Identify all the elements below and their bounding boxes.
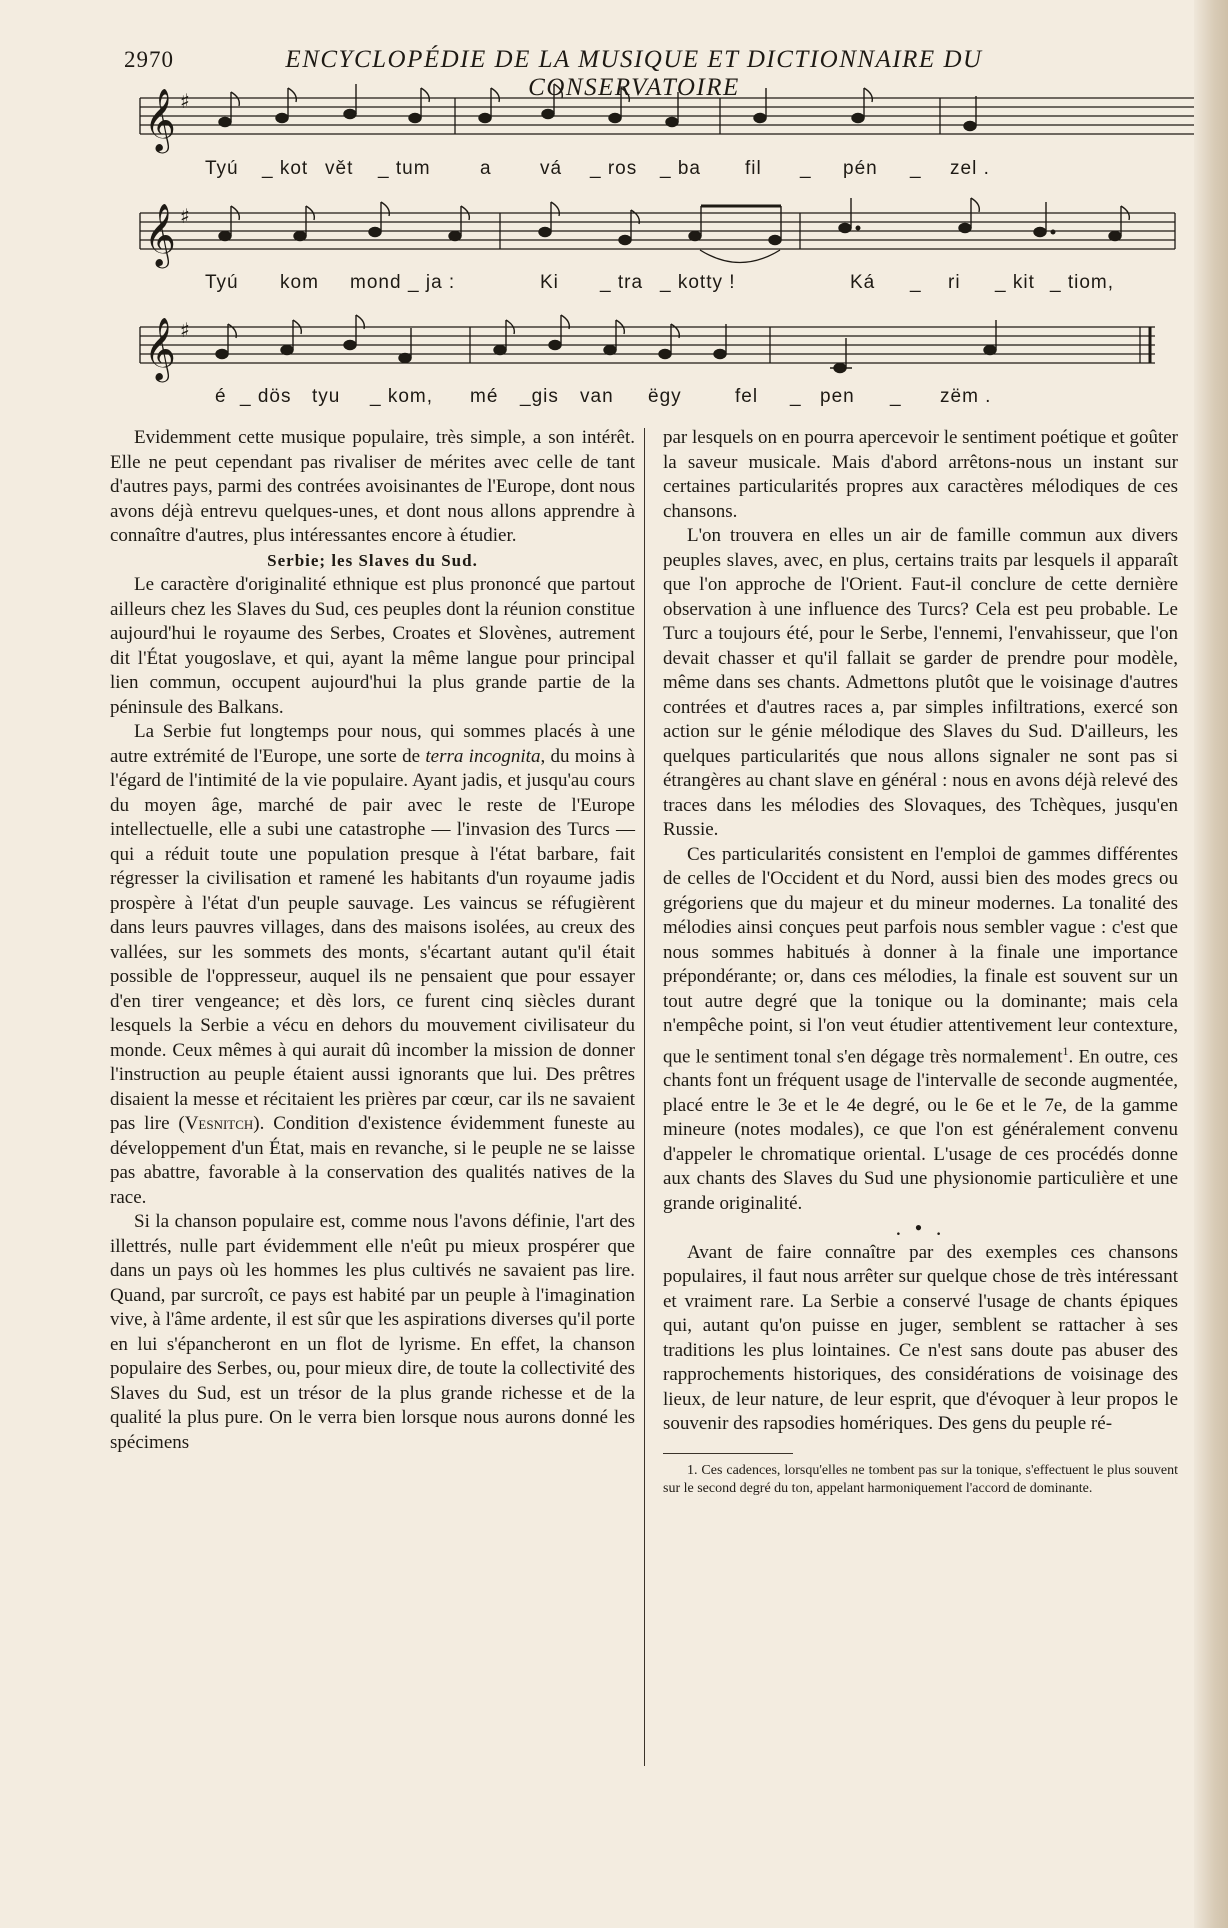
notes-staff-3 [216,315,996,373]
lyric-syllable: zel . [950,158,990,179]
lyric-syllable: ri [948,272,961,293]
lyric-syllable: mé [470,386,499,407]
lyric-syllable: _gis [520,386,559,407]
paragraph: Si la chanson populaire est, comme nous l'avons définie, l'art des illettrés, nulle part évidemment elle n'eût pu mieux prospérer que dans un pays où les hommes les plus cultivés ne savaient pas lire. Quand, par surcroît, ce pays est habité par un peuple à l'imagination vive, à l'âme ardente, il est sûr que les aspirations diverses qu'il porte en lui s'épancheront en un flot de lyrisme. En effet, la chanson populaire des Serbes, ou, pour mieux dire, de toute la collectivité des Slaves du Sud, est un trésor de la plus grande richesse et de la qualité la plus pure. On le verra bien lorsque nous aurons donné les spécimens [110,1211,635,1453]
lyric-syllable: tyu [312,386,341,407]
notes-staff-2 [219,198,1129,245]
paragraph: Evidemment cette musique populaire, très simple, a son intérêt. Elle ne peut cependant pas rivaliser de mérites avec celle de tant d'autres pays, parmi des contrées avoisinantes de l'Europe, dont nous avons déjà entrevu quelques-unes, et dont nous allons apprendre à connaître d'autres, plus intéressantes encore à étudier. [110,427,635,546]
paragraph: Ces particularités consistent en l'emploi de gammes différentes de celles de l'Occident et du Nord, aussi bien des modes grecs ou grégoriens que du majeur et du mineur modernes. La tonalité des mélodies ainsi conçues peut parfois nous sembler vague : c'est que nous sommes habitués à donner à la finale une importance prépondérante; or, dans ces mélodies, la finale est souvent sur un tout autre degré que la tonique ou la dominante; mais cela n'empêche point, si l'on veut étudier attentivement leur contexture, que le sentiment tonal s'en dégage très normalement$^1$. En outre, ces chants font un fréquent usage de l'intervalle de seconde augmentée, placé entre le 3e et le 4e degré, ou le 6e et le 7e, de la gamme mineure (notes modales), ce que l'on est généralement convenu d'appeler le chromatique oriental. L'usage de ces procédés donne aux chants des Slaves du Sud une physionomie particulière et une grande originalité. [663,843,1178,1214]
lyric-syllable: Tyú [205,158,239,179]
music-score [0,0,1228,420]
lyric-syllable: fil [745,158,762,179]
tie-curve [700,250,780,263]
lyric-syllable: Tyú [205,272,239,293]
staff-2 [140,213,1175,249]
paragraph: Le caractère d'originalité ethnique est plus prononcé que partout ailleurs chez les Slaves du Sud, ces peuples dont la réunion constitue aujourd'hui le royaume des Serbes, Croates et Slovènes, autrement dit l'État yougoslave, et qui, ayant la même langue pour principal lien commun, occupent aujourd'hui la plus grande partie de la péninsule des Balkans. [110,574,635,718]
lyric-syllable: _ tum [378,158,431,179]
treble-clef-icon: 𝄞 [144,317,176,380]
lyric-syllable: vět [325,158,354,179]
lyric-syllable: a [480,158,492,179]
lyric-syllable: fel [735,386,759,407]
lyric-syllable: é [215,386,227,407]
paragraph: L'on trouvera en elles un air de famille commun aux divers peuples slaves, avec, en plus, certains traits par lesquels il apparaît que l'on approche de l'Orient. Faut-il conclure de cette dernière observation à une influence des Turcs? Cela est peu probable. Le Turc a toujours été, pour le Serbe, l'ennemi, l'envahisseur, que l'on devait chasser et qu'il fallait se garder de prendre pour modèle, même dans ses chants. Admettons plutôt que le voisinage d'autres contrées et d'autres races a, par simples infiltrations, exercé son action sur le génie mélodique des Slaves du Sud. D'ailleurs, les quelques particularités que nous allons signaler ne sont pas si étrangères au chant slave en général : nous en avons déjà relevé des traces dans les mélodies des Slovaques, des Tchèques, jusqu'en Russie. [663,525,1178,840]
sharp-icon: ♯ [180,89,190,113]
sharp-icon: ♯ [180,204,190,228]
lyric-syllable: vá [540,158,563,179]
right-column [663,426,1178,1498]
footnote-rule [663,1453,793,1454]
lyric-syllable: pén [843,158,878,179]
page-number: 2970 [124,47,174,72]
lyric-syllable: pen [820,386,855,407]
lyric-syllable: _ ba [660,158,701,179]
paragraph: par lesquels on en pourra apercevoir le sentiment poétique et goûter la saveur musicale. Mais d'abord arrêtons-nous un instant sur certaines particularités propres aux caractères mélodiques de ces chansons. [663,427,1178,522]
treble-clef-icon: 𝄞 [144,88,176,151]
paragraph: Avant de faire connaître par des exemples ces chansons populaires, il faut nous arrêter sur quelque chose de très intéressant et vraiment rare. La Serbie a conservé l'usage de chants épiques qui, autant qu'on puisse en juger, semblent se rattacher à ses traditions les plus lointaines. Ce n'est sans doute pas abuser des rapprochements historiques, des considérations de voisinage des lieux, de leur nature, de leur esprit, que d'évoquer à leur propos le souvenir des rapsodies homériques. Des gens du peuple ré- [663,1241,1178,1435]
lyric-syllable: _ kotty ! [660,272,736,293]
lyric-syllable: _ tiom, [1050,272,1115,293]
lyric-syllable: kom [280,272,319,293]
treble-clef-icon: 𝄞 [144,203,176,266]
lyric-syllable: Ki [540,272,559,293]
lyric-syllable: _ [800,158,812,179]
column-divider [644,428,645,1766]
staff-3 [140,327,1155,363]
lyric-syllable: _ [790,386,802,407]
lyric-syllable: _ [890,386,902,407]
left-column [110,426,635,1455]
lyric-syllable: zëm . [940,386,992,407]
section-heading: Serbie; les Slaves du Sud. [267,550,478,570]
lyric-syllable: _ [910,272,922,293]
lyric-syllable: _ [910,158,922,179]
lyric-syllable: _ kit [995,272,1035,293]
lyric-syllable: Ká [850,272,876,293]
lyric-syllable: van [580,386,614,407]
lyric-syllable: _ ros [590,158,638,179]
lyric-syllable: _ dös [240,386,292,407]
lyric-syllable: _ ja : [408,272,456,293]
sharp-icon: ♯ [180,318,190,342]
staff-1 [140,98,1195,134]
lyric-syllable: _ kot [262,158,309,179]
paragraph: La Serbie fut longtemps pour nous, qui sommes placés à une autre extrémité de l'Europe, une sorte de terra incognita, du moins à l'égard de l'intimité de la vie populaire. Ayant jadis, et jusqu'au cours du moyen âge, marché de pair avec le reste de l'Europe intellectuelle, elle a subi une catastrophe — l'invasion des Turcs — qui a réduit toute une population presque à l'état barbare, fait régresser la civilisation et ramené les habitants d'un royaume jadis prospère à l'état d'un peuple sauvage. Les vaincus se réfugièrent dans leurs pauvres villages, dans des maisons isolées, au creux des vallées, sur les sommets des monts, s'écartant autant qu'il était possible de l'oppresseur, auquel ils ne pensaient que pour essayer d'en tirer vengeance; et dès lors, ce furent cinq siècles durant lesquels la Serbie a vécu en dehors du mouvement civilisateur du monde. Ceux mêmes à qui aurait dû incomber la mission de donner l'instruction au peuple étaient aussi ignorants que lui. Des prêtres disaient la messe et récitaient les prières par cœur, car ils ne savaient pas lire (Vesnitch). Condition d'existence évidemment funeste au développement d'un État, mais en revanche, si le peuple ne se laisse pas abattre, favorable à la conservation des qualités natives de la race. [110,721,635,1208]
lyric-syllable: _ kom, [370,386,434,407]
page-edge-shadow [1194,0,1228,1928]
footnote: 1. Ces cadences, lorsqu'elles ne tombent pas sur la tonique, s'effectuent le plus souvent sur le second degré du ton, appelant harmoniquement l'accord de dominante. [663,1462,1178,1496]
lyric-syllable: mond [350,272,402,293]
lyric-syllable: _ tra [600,272,644,293]
section-separator: . • . [895,1215,946,1241]
running-title: ENCYCLOPÉDIE DE LA MUSIQUE ET DICTIONNAIRE DU CONSERVATOIRE [285,46,983,101]
lyric-syllable: ëgy [648,386,682,407]
